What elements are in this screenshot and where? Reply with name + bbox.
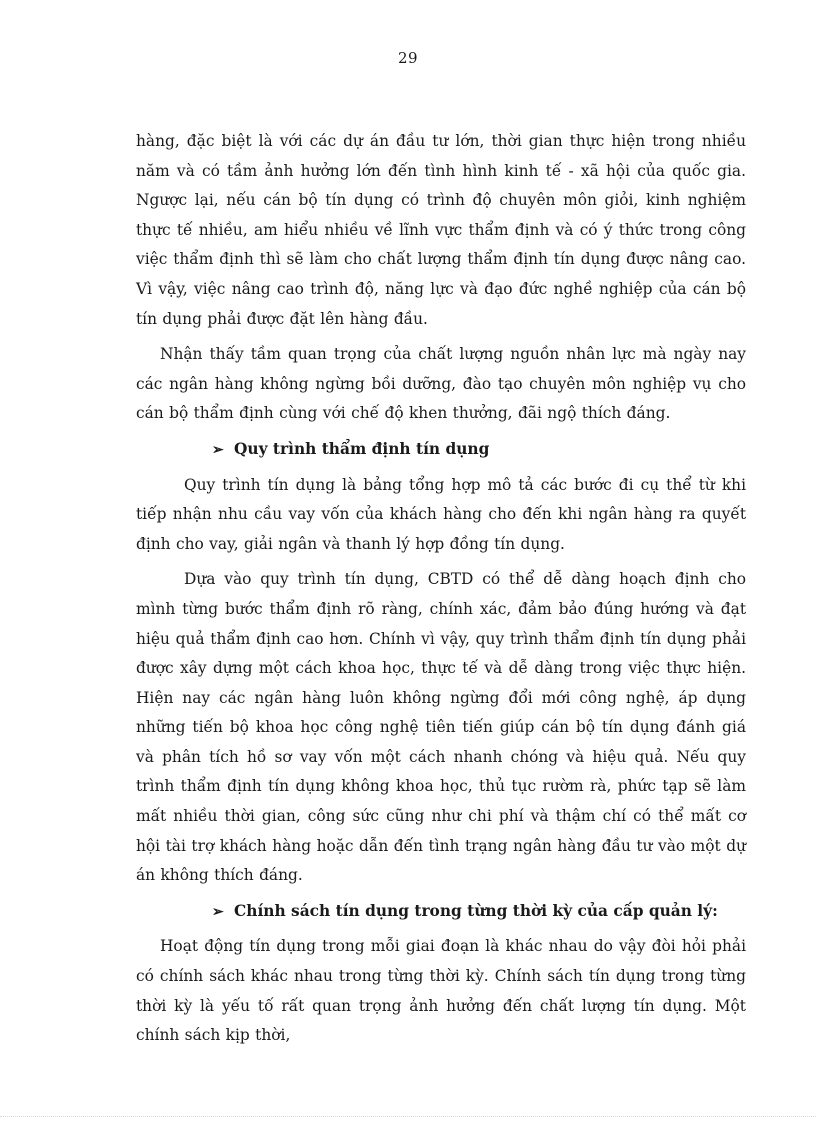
page-number: 29 <box>397 49 419 67</box>
heading-label: Quy trình thẩm định tín dụng <box>234 439 490 458</box>
document-body <box>136 127 746 1051</box>
arrow-bullet-icon: ➢ <box>212 903 224 920</box>
section-heading-credit-appraisal-process <box>136 435 746 465</box>
paragraph-1: hàng, đặc biệt là với các dự án đầu tư lớn, thời gian thực hiện trong nhiều năm và có tầm ảnh hưởng lớn đến tình hình kinh tế - xã hội của quốc gia. Ngược lại, nếu cán bộ tín dụng có trình độ chuyên môn giỏi, kinh nghiệm thực tế nhiều, am hiểu nhiều về lĩnh vực thẩm định và có ý thức trong công việc thẩm định thì sẽ làm cho chất lượng thẩm định tín dụng được nâng cao. Vì vậy, việc nâng cao trình độ, năng lực và đạo đức nghề nghiệp của cán bộ tín dụng phải được đặt lên hàng đầu. <box>136 132 746 328</box>
paragraph-4: Dựa vào quy trình tín dụng, CBTD có thể dễ dàng hoạch định cho mình từng bước thẩm định rõ ràng, chính xác, đảm bảo đúng hướng và đạt hiệu quả thẩm định cao hơn. Chính vì vậy, quy trình thẩm định tín dụng phải được xây dựng một cách khoa học, thực tế và dễ dàng trong việc thực hiện. Hiện nay các ngân hàng luôn không ngừng đổi mới công nghệ, áp dụng những tiến bộ khoa học công nghệ tiên tiến giúp cán bộ tín dụng đánh giá và phân tích hồ sơ vay vốn một cách nhanh chóng và hiệu quả. Nếu quy trình thẩm định tín dụng không khoa học, thủ tục rườm rà, phức tạp sẽ làm mất nhiều thời gian, công sức cũng như chi phí và thậm chí có thể mất cơ hội tài trợ khách hàng hoặc dẫn đến tình trạng ngân hàng đầu tư vào một dự án không thích đáng. <box>136 570 746 885</box>
page-bottom-rule <box>0 1116 816 1117</box>
section-heading-credit-policy <box>136 897 746 927</box>
paragraph-2: Nhận thấy tầm quan trọng của chất lượng nguồn nhân lực mà ngày nay các ngân hàng không ngừng bồi dưỡng, đào tạo chuyên môn nghiệp vụ cho cán bộ thẩm định cùng với chế độ khen thưởng, đãi ngộ thích đáng. <box>136 345 746 423</box>
heading-label: Chính sách tín dụng trong từng thời kỳ của cấp quản lý: <box>234 901 718 920</box>
arrow-bullet-icon: ➢ <box>212 441 224 458</box>
paragraph-5: Hoạt động tín dụng trong mỗi giai đoạn là khác nhau do vậy đòi hỏi phải có chính sách khác nhau trong từng thời kỳ. Chính sách tín dụng trong từng thời kỳ là yếu tố rất quan trọng ảnh hưởng đến chất lượng tín dụng. Một chính sách kịp thời, <box>136 937 746 1045</box>
paragraph-3: Quy trình tín dụng là bảng tổng hợp mô tả các bước đi cụ thể từ khi tiếp nhận nhu cầu vay vốn của khách hàng cho đến khi ngân hàng ra quyết định cho vay, giải ngân và thanh lý hợp đồng tín dụng. <box>136 475 746 553</box>
